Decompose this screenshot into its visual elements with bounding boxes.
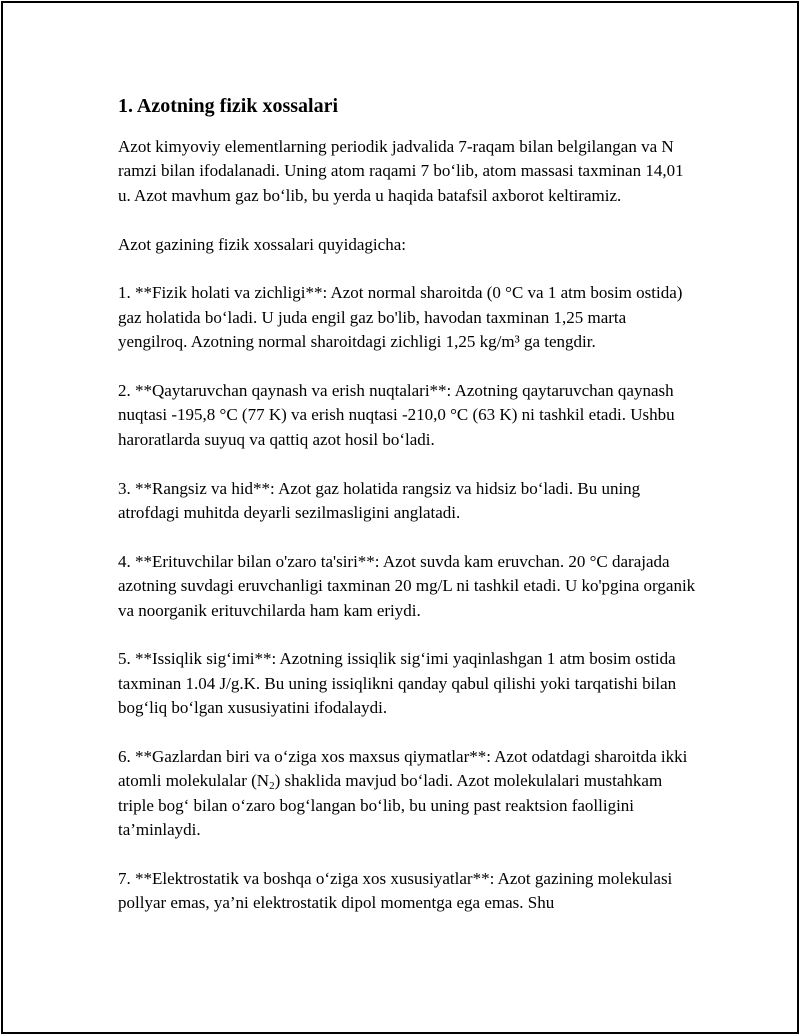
list-item-5: 5. **Issiqlik sig‘imi**: Azotning issiqlik sig‘imi yaqinlashgan 1 atm bosim ostida taxminan 1.04 J/g.K. Bu uning issiqlikni qanday qabul qilishi yoki tarqatishi bilan bog‘liq bo‘lgan xususiyatini ifodalaydi. (118, 649, 677, 718)
subscript-2: 2 (269, 780, 275, 793)
lead-paragraph: Azot gazining fizik xossalari quyidagicha: (118, 234, 406, 254)
section-heading: 1. Azotning fizik xossalari (118, 95, 339, 117)
list-item-6-text-end: ) shaklida mavjud bo‘ladi. Azot molekulalari mustahkam triple bog‘ bilan o‘zaro bog‘langan bo‘lib, bu uning past reaktsion faolligini ta’minlaydi. (118, 771, 663, 840)
list-item-7: 7. **Elektrostatik va boshqa o‘ziga xos xususiyatlar**: Azot gazining molekulasi pollyar emas, ya’ni elektrostatik dipol momentga ega emas. Shu (118, 869, 673, 913)
intro-paragraph: Azot kimyoviy elementlarning periodik jadvalida 7-raqam bilan belgilangan va N ramzi bilan ifodalanadi. Uning atom raqami 7 bo‘lib, atom massasi taxminan 14,01 u. Azot mavhum gaz bo‘lib, bu yerda u haqida batafsil axborot keltiramiz. (118, 137, 684, 205)
list-item-6-text-start: 6. **Gazlardan biri va o‘ziga xos maxsus qiymatlar**: Azot odatdagi sharoitda ikki atomli molekulalar (N (118, 747, 688, 791)
list-item-4: 4. **Erituvchilar bilan o'zaro ta'siri**: Azot suvda kam eruvchan. 20 °C darajada azotning suvdagi eruvchanligi taxminan 20 mg/L ni tashkil etadi. U ko'pgina organik va noorganik erituvchilarda ham kam eriydi. (118, 551, 696, 620)
list-item-1: 1. **Fizik holati va zichligi**: Azot normal sharoitda (0 °C va 1 atm bosim ostida) gaz holatida bo‘ladi. U juda engil gaz bo'lib, havodan taxminan 1,25 marta yengilroq. Azotning normal sharoitdagi zichligi 1,25 kg/m³ ga tengdir. (118, 283, 683, 352)
list-item-3: 3. **Rangsiz va hid**: Azot gaz holatida rangsiz va hidsiz bo‘ladi. Bu uning atrofdagi muhitda deyarli sezilmasligini anglatadi. (118, 478, 641, 523)
document-body (118, 93, 698, 940)
list-item-6 (118, 745, 698, 843)
list-item-2: 2. **Qaytaruvchan qaynash va erish nuqtalari**: Azotning qaytaruvchan qaynash nuqtasi -195,8 °C (77 K) va erish nuqtasi -210,0 °C (63 K) ni tashkil etadi. Ushbu haroratlarda suyuq va qattiq azot hosil bo‘ladi. (118, 381, 675, 449)
